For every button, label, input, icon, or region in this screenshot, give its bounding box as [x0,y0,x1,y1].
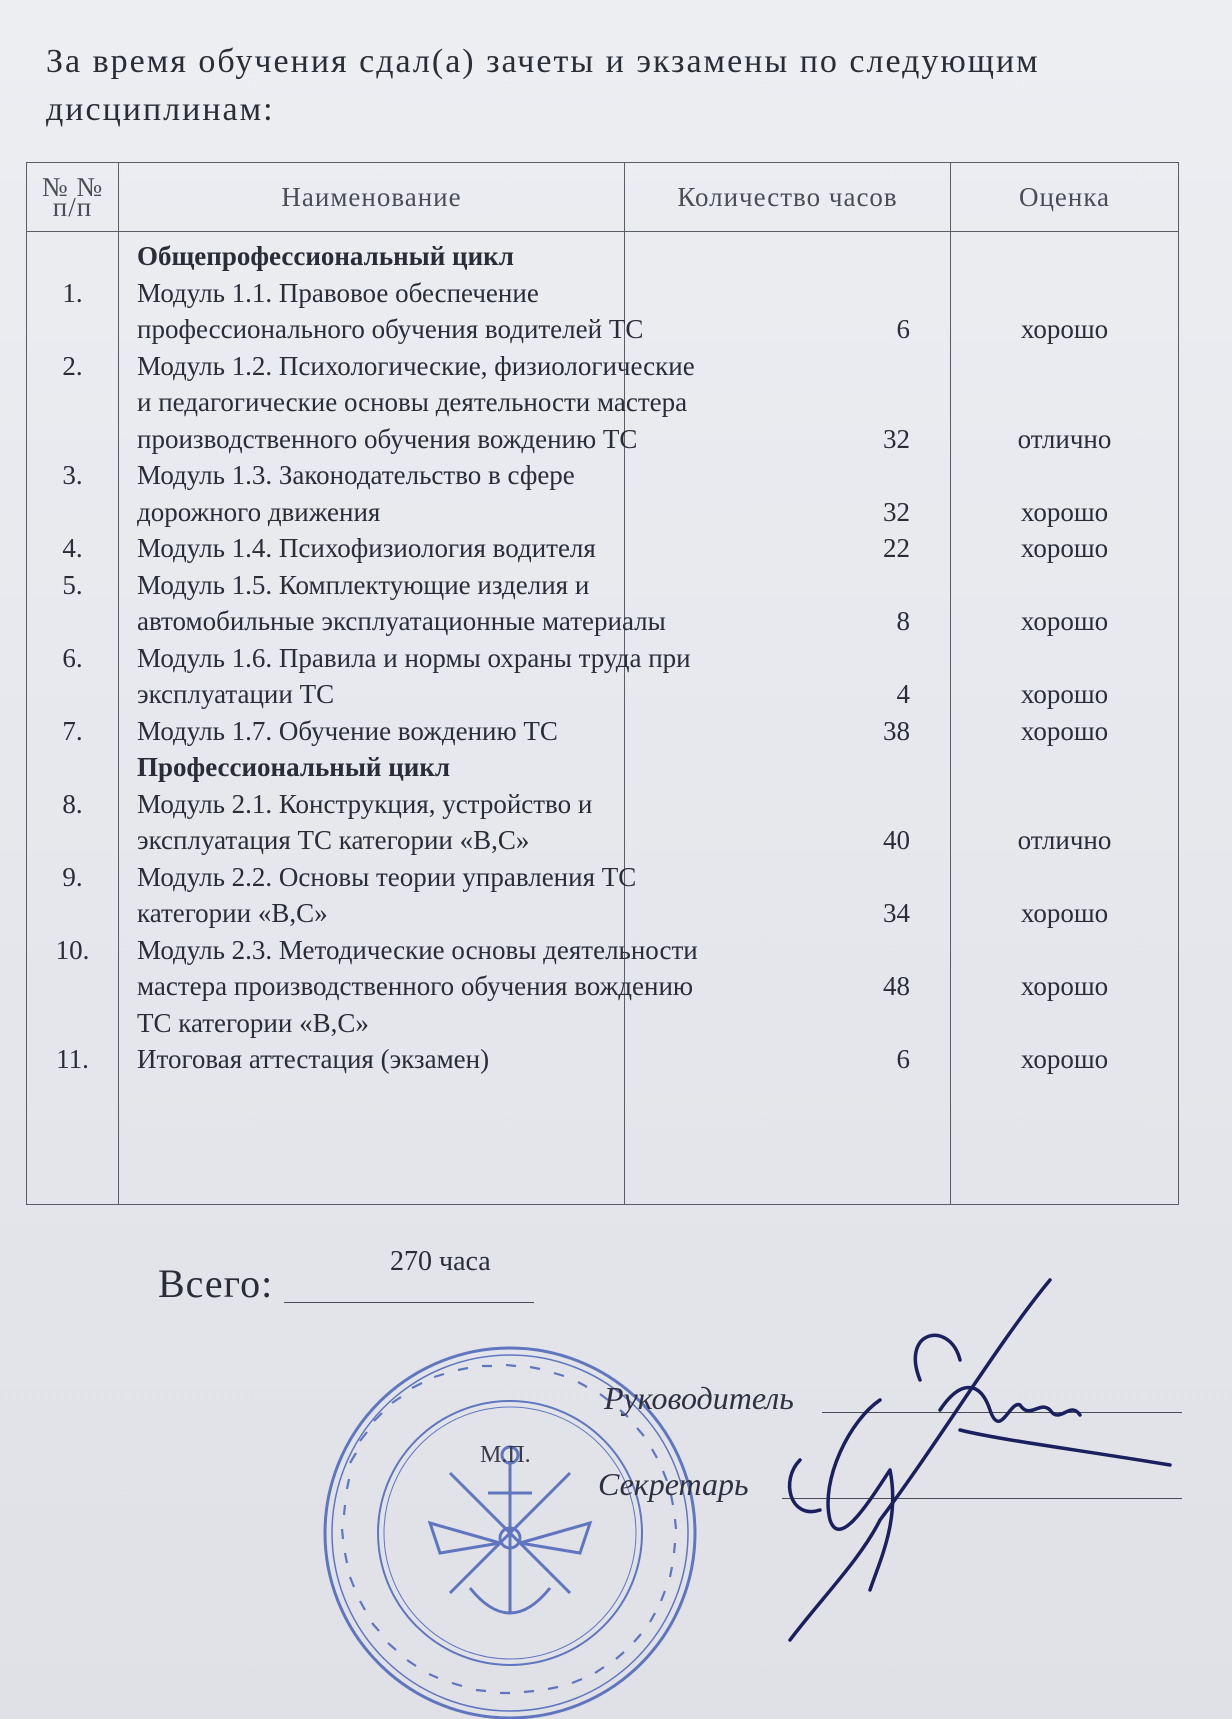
row-hours: 38 [883,715,910,746]
row-hours: 48 [883,971,910,1001]
row-num: 1. [62,277,83,308]
row-hours: 34 [883,898,910,928]
row-num: 11. [56,1044,89,1074]
row-num: 6. [62,642,83,673]
row-num: 2. [62,350,83,381]
row-grade: отлично [1017,423,1112,454]
header-num: № № п/п [27,163,119,232]
row-num: 4. [62,533,83,563]
intro-text: За время обучения сдал(а) зачеты и экзамены по следующим дисциплинам: [46,43,1040,128]
row-name-line: Модуль 1.3. Законодательство в сфере [137,460,575,490]
signature-label-secretary: Секретарь [598,1466,749,1502]
row-grade: хорошо [1020,715,1109,746]
row-name-line: Модуль 1.6. Правила и нормы охраны труда при [137,642,691,673]
signature-label-head: Руководитель [604,1380,794,1416]
row-hours: 22 [883,533,910,563]
stamp-mp: М.П. [480,1442,531,1468]
row-hours: 40 [883,825,910,855]
row-name-line: ТС категории «В,С» [137,1007,369,1038]
row-grade: хорошо [1020,898,1109,928]
row-num: 9. [62,861,83,892]
row-hours: 32 [883,423,910,454]
row-name-line: Модуль 1.5. Комплектующие изделия и [137,569,590,600]
row-hours: 32 [883,496,910,527]
row-grade: хорошо [1020,606,1109,636]
row-name-line: Итоговая аттестация (экзамен) [137,1044,490,1074]
row-name-line: профессионального обучения водителей ТС [137,314,644,344]
header-name: Наименование [119,163,625,232]
row-num: 7. [62,715,83,746]
row-name-line: и педагогические основы деятельности мастера [137,387,688,417]
row-name-line: Модуль 1.2. Психологические, физиологические [137,350,695,381]
row-name-line: Модуль 2.1. Конструкция, устройство и [137,788,593,819]
row-name-line: производственного обучения вождению ТС [137,423,638,454]
row-name-line: автомобильные эксплуатационные материалы [137,606,666,636]
row-grade: хорошо [1020,971,1109,1001]
row-grade: хорошо [1020,1044,1109,1074]
row-hours: 6 [896,1044,910,1074]
row-name-line: мастера производственного обучения вождению [137,971,694,1001]
total-value: 270 часа [390,1246,491,1277]
row-num: 8. [62,788,83,819]
row-grade: хорошо [1020,533,1109,563]
row-hours: 6 [896,314,910,344]
row-num: 5. [62,569,83,600]
row-num: 10. [55,934,90,965]
header-hours: Количество часов [625,163,951,232]
row-name-line: дорожного движения [137,496,381,527]
row-name-line: эксплуатация ТС категории «В,С» [137,825,530,855]
row-hours: 4 [896,679,910,709]
row-hours: 8 [896,606,910,636]
row-name-line: Модуль 1.4. Психофизиология водителя [137,533,596,563]
section-title-general: Общепрофессиональный цикл [137,241,514,271]
total-label: Всего: [158,1261,274,1306]
row-name-line: эксплуатации ТС [137,679,335,709]
row-name-line: Модуль 2.3. Методические основы деятельности [137,934,698,965]
row-grade: хорошо [1020,314,1109,344]
row-grade: хорошо [1020,496,1109,527]
section-title-professional: Профессиональный цикл [137,752,451,782]
row-grade: хорошо [1020,679,1109,709]
header-grade: Оценка [951,163,1179,232]
row-name-line: категории «В,С» [137,898,328,928]
row-num: 3. [62,460,83,490]
row-grade: отлично [1017,825,1112,855]
row-name-line: Модуль 1.1. Правовое обеспечение [137,277,539,308]
row-name-line: Модуль 1.7. Обучение вождению ТС [137,715,558,746]
row-name-line: Модуль 2.2. Основы теории управления ТС [137,861,637,892]
